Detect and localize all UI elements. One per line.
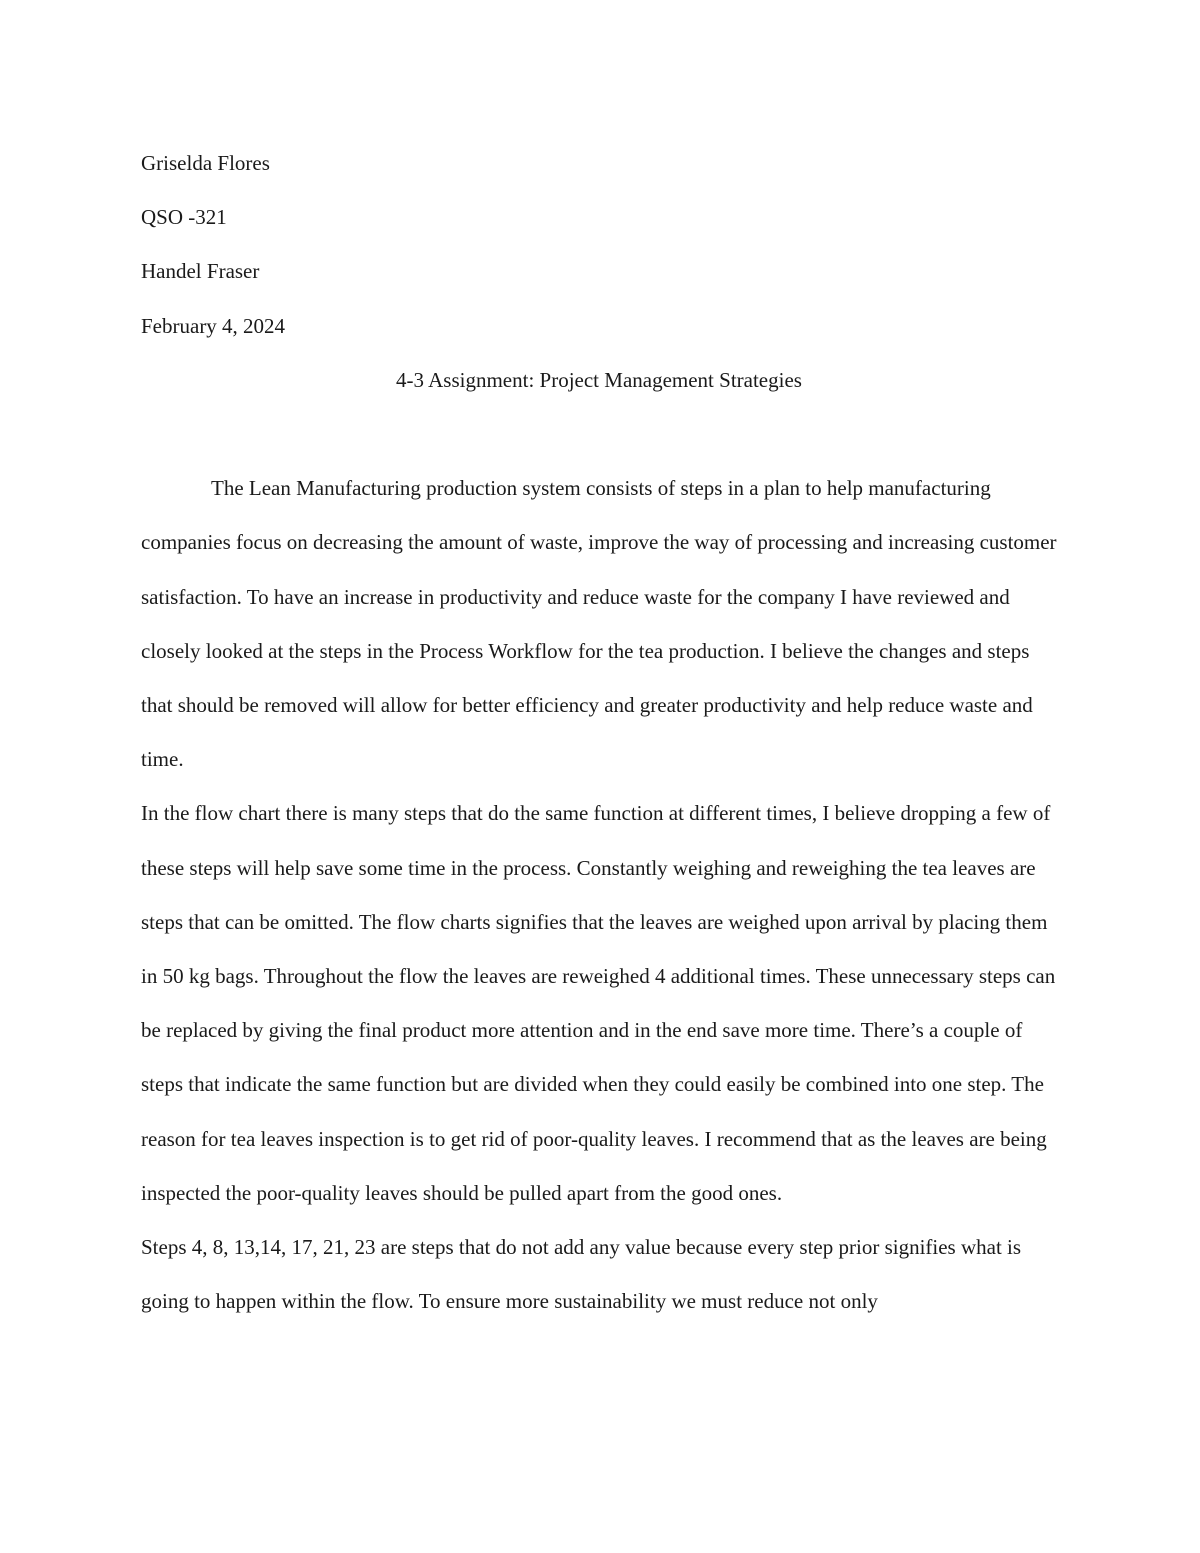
document-body	[141, 136, 1061, 1328]
title-spacer	[141, 407, 1061, 461]
paragraph-steps: Steps 4, 8, 13,14, 17, 21, 23 are steps that do not add any value because every step prior signifies what is going to happen within the flow. To ensure more sustainability we must reduce not only	[141, 1235, 1022, 1314]
course-code: QSO -321	[141, 205, 227, 230]
paragraph-intro: The Lean Manufacturing production system consists of steps in a plan to help manufacturing companies focus on decreasing the amount of waste, improve the way of processing and increasing customer satisfaction. To have an increase in productivity and reduce waste for the company I have reviewed and closely looked at the steps in the Process Workflow for the tea production. I believe the changes and steps that should be removed will allow for better efficiency and greater productivity and help reduce waste and time.	[141, 476, 1057, 772]
instructor-name: Handel Fraser	[141, 259, 260, 284]
submission-date: February 4, 2024	[141, 313, 286, 338]
student-name: Griselda Flores	[141, 151, 270, 175]
paragraph-flow-chart: In the flow chart there is many steps that do the same function at different times, I believe dropping a few of these steps will help save some time in the process. Constantly weighing and reweighing the tea leaves are steps that can be omitted. The flow charts signifies that the leaves are weighed upon arrival by placing them in 50 kg bags. Throughout the flow the leaves are reweighed 4 additional times. These unnecessary steps can be replaced by giving the final product more attention and in the end save more time. There’s a couple of steps that indicate the same function but are divided when they could easily be combined into one step. The reason for tea leaves inspection is to get rid of poor-quality leaves. I recommend that as the leaves are being inspected the poor-quality leaves should be pulled apart from the good ones.	[141, 801, 1056, 1205]
document-title: 4-3 Assignment: Project Management Strategies	[396, 367, 802, 392]
